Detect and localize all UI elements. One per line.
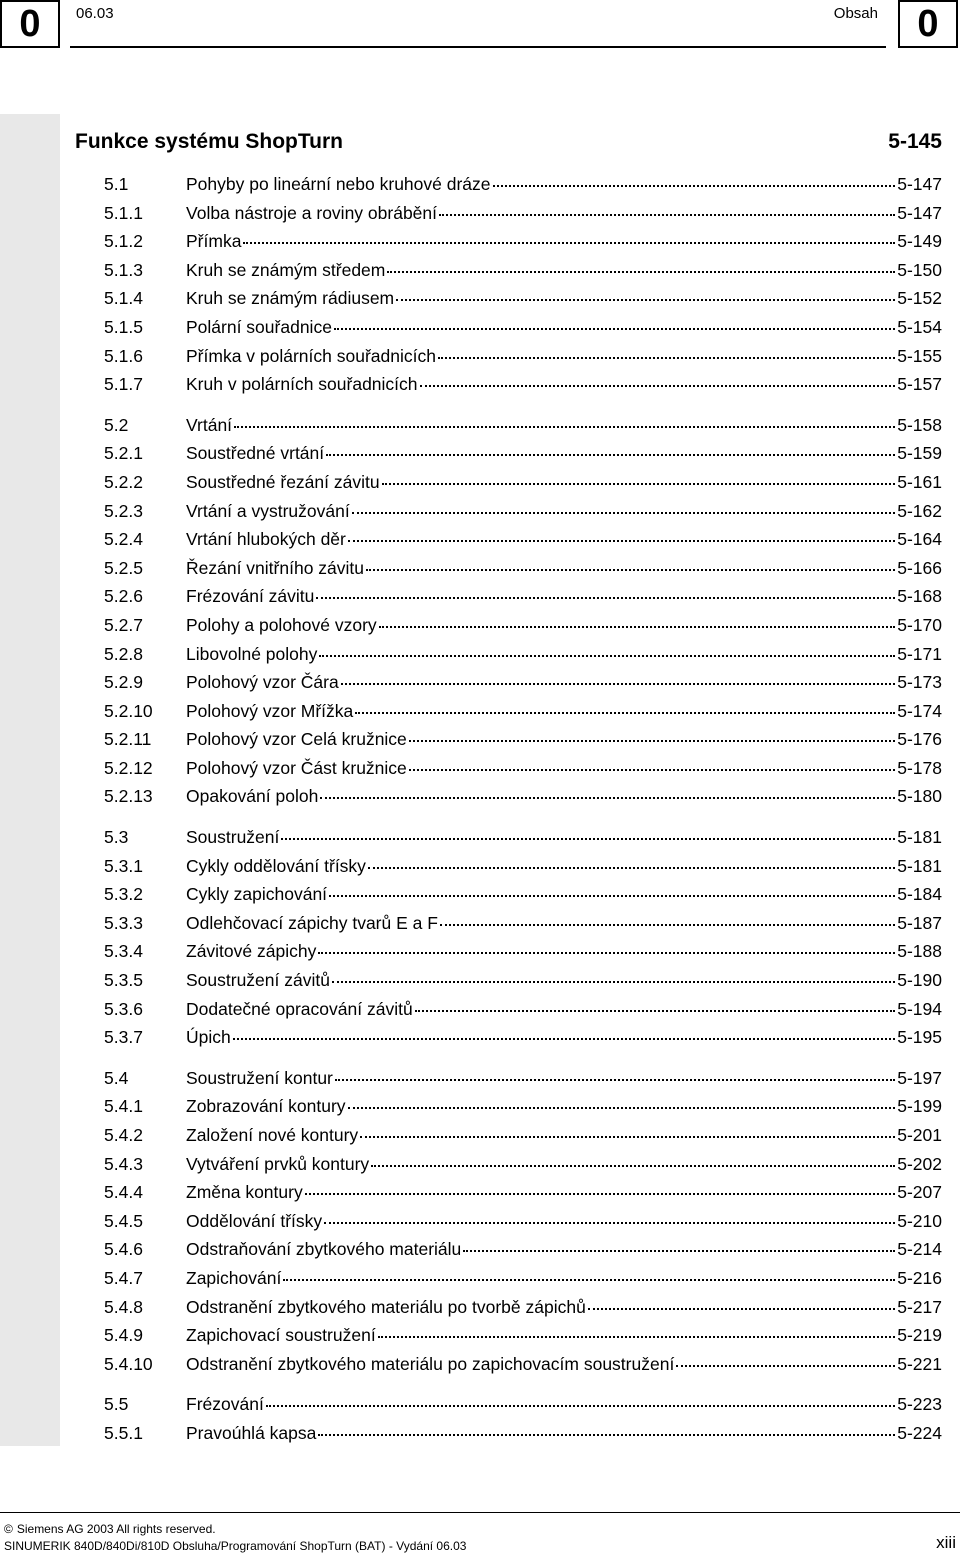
- toc-entry[interactable]: [104, 1092, 942, 1121]
- toc-entry-page: 5-159: [897, 443, 942, 464]
- toc-entry-number: 5.2: [104, 414, 129, 435]
- toc-dot-leader: [415, 1009, 896, 1012]
- toc-entry-title: Cykly oddělování třísky: [186, 855, 366, 876]
- toc-entry[interactable]: [104, 554, 942, 583]
- toc-dot-leader: [438, 356, 895, 359]
- toc-dot-leader: [420, 384, 896, 387]
- toc-entry-title: Polohový vzor Čára: [186, 672, 339, 693]
- toc-dot-leader: [355, 711, 895, 714]
- toc-entry-page: 5-171: [897, 643, 942, 664]
- toc-entry[interactable]: [104, 525, 942, 554]
- toc-entry-page: 5-187: [897, 912, 942, 933]
- toc-entry-title: Pohyby po lineární nebo kruhové dráze: [186, 174, 491, 194]
- toc-entry-number: 5.3.5: [104, 970, 143, 991]
- toc-entry-number: 5.3.6: [104, 998, 143, 1019]
- toc-dot-leader: [320, 796, 895, 799]
- toc-entry-page: 5-188: [897, 941, 942, 962]
- toc-dot-leader: [676, 1364, 895, 1367]
- toc-dot-leader: [326, 453, 895, 456]
- toc-dot-leader: [409, 739, 895, 742]
- toc-dot-leader: [243, 241, 895, 244]
- toc-entry-title: Polohy a polohové vzory: [186, 614, 377, 635]
- toc-entry-page: 5-154: [897, 316, 942, 337]
- toc-entry-title: Opakování poloh: [186, 786, 319, 807]
- footer-copyright: [4, 1522, 216, 1536]
- toc-entry[interactable]: [104, 1178, 942, 1207]
- toc-entry-title: Kruh se známým rádiusem: [186, 288, 395, 309]
- toc-entry-title: Vrtání: [186, 414, 233, 435]
- toc-entry-number: 5.2.1: [104, 443, 143, 464]
- toc-entry-title: Odlehčovací zápichy tvarů E a F: [186, 912, 438, 933]
- toc-entry-page: 5-178: [897, 757, 942, 778]
- toc-entry-number: 5.1.4: [104, 288, 143, 309]
- toc-entry-number: 5.4.4: [104, 1182, 143, 1203]
- chapter-title: Funkce systému ShopTurn: [75, 130, 343, 153]
- toc-entry-title: Úpich: [186, 1027, 231, 1048]
- toc-entry-number: 5.1.5: [104, 316, 143, 337]
- header-section-title: Obsah: [833, 5, 878, 22]
- toc-dot-leader: [439, 213, 895, 216]
- toc-entry[interactable]: [104, 852, 942, 881]
- toc-entry[interactable]: [104, 256, 942, 285]
- header-rule: [70, 46, 886, 48]
- toc-entry-title: Vrtání a vystružování: [186, 500, 350, 521]
- toc-entry-page: 5-223: [897, 1394, 942, 1415]
- toc-dot-leader: [324, 1221, 895, 1224]
- toc-entry-page: 5-184: [897, 884, 942, 905]
- toc-dot-leader: [318, 1433, 895, 1436]
- toc-entry-title: Přímka: [186, 231, 242, 252]
- toc-entry-number: 5.5: [104, 1394, 129, 1415]
- toc-entry-page: 5-201: [897, 1125, 942, 1145]
- toc-entry-title: Frézování: [186, 1394, 264, 1415]
- chapter-marker-left: 0: [0, 0, 60, 48]
- toc-entry-page: 5-147: [897, 202, 942, 223]
- toc-dot-leader: [440, 923, 895, 926]
- toc-dot-leader: [334, 327, 895, 330]
- toc-entry-number: 5.2.6: [104, 586, 143, 607]
- toc-entry[interactable]: [104, 170, 942, 199]
- toc-entry-title: Přímka v polárních souřadnicích: [186, 345, 436, 366]
- toc-entry-title: Cykly zapichování: [186, 884, 328, 905]
- toc-dot-leader: [305, 1192, 896, 1195]
- toc-entry-number: 5.2.13: [104, 786, 153, 807]
- copyright-icon: ©: [4, 1522, 13, 1536]
- toc-dot-leader: [360, 1135, 895, 1138]
- toc-entry-title: Soustředné řezání závitu: [186, 471, 380, 492]
- chapter-marker-right: 0: [898, 0, 958, 48]
- toc-entry-page: 5-197: [897, 1067, 942, 1088]
- toc-entry-title: Odstranění zbytkového materiálu po tvorbě zápichů: [186, 1296, 586, 1317]
- toc-entry-title: Vrtání hlubokých děr: [186, 529, 346, 550]
- toc-entry[interactable]: [104, 1321, 942, 1350]
- toc-entry-title: Odstraňování zbytkového materiálu: [186, 1239, 462, 1260]
- toc-entry-number: 5.2.7: [104, 614, 143, 635]
- toc-entry-title: Polohový vzor Mřížka: [186, 700, 354, 721]
- toc-entry-title: Dodatečné opracování závitů: [186, 998, 413, 1019]
- toc-entry-number: 5.4.8: [104, 1296, 143, 1317]
- header-date: 06.03: [76, 5, 114, 22]
- toc-entry-title: Vytváření prvků kontury: [186, 1153, 370, 1174]
- toc-entry-number: 5.4.3: [104, 1153, 143, 1174]
- toc-entry-page: 5-221: [897, 1353, 942, 1374]
- toc-entry-title: Odstranění zbytkového materiálu po zapichovacím soustružení: [186, 1353, 675, 1374]
- toc-entry-title: Založení nové kontury: [186, 1125, 359, 1145]
- toc-entry[interactable]: [104, 640, 942, 669]
- toc-entry-title: Zapichovací soustružení: [186, 1325, 376, 1346]
- copyright-text: Siemens AG 2003 All rights reserved.: [16, 1522, 216, 1536]
- toc-entry-number: 5.3.3: [104, 912, 143, 933]
- toc-entry-title: Polární souřadnice: [186, 316, 332, 337]
- toc-entry[interactable]: [104, 284, 942, 313]
- toc-entry-title: Soustružení: [186, 827, 280, 848]
- toc-entry-number: 5.3.1: [104, 855, 143, 876]
- toc-entry-page: 5-161: [897, 471, 942, 492]
- toc-entry-number: 5.1.2: [104, 231, 143, 252]
- toc-entry-title: Závitové zápichy: [186, 941, 317, 962]
- toc-entry[interactable]: [104, 497, 942, 526]
- toc-entry-page: 5-170: [897, 614, 942, 635]
- toc-entry-number: 5.1.7: [104, 374, 143, 395]
- toc-entry-title: Pravoúhlá kapsa: [186, 1422, 317, 1443]
- toc-entry-title: Oddělování třísky: [186, 1210, 323, 1231]
- toc-entry-number: 5.2.12: [104, 757, 153, 778]
- toc-dot-leader: [332, 980, 895, 983]
- toc-entry-page: 5-158: [897, 414, 942, 435]
- toc-dot-leader: [493, 184, 896, 187]
- toc-entry-page: 5-180: [897, 786, 942, 807]
- toc-entry-title: Zapichování: [186, 1267, 282, 1288]
- toc-entry[interactable]: [104, 199, 942, 228]
- toc-entry[interactable]: [104, 439, 942, 468]
- toc-entry[interactable]: [104, 1293, 942, 1322]
- toc-entry-number: 5.5.1: [104, 1422, 143, 1443]
- toc-entry[interactable]: [104, 411, 942, 440]
- toc-entry-page: 5-155: [897, 345, 942, 366]
- toc-entry-number: 5.4.5: [104, 1210, 143, 1231]
- toc-entry[interactable]: [104, 782, 942, 811]
- toc-entry-title: Kruh v polárních souřadnicích: [186, 374, 418, 395]
- toc-dot-leader: [348, 539, 895, 542]
- toc-dot-leader: [319, 654, 895, 657]
- toc-dot-leader: [588, 1307, 895, 1310]
- toc-entry-number: 5.2.2: [104, 471, 143, 492]
- toc-dot-leader: [283, 1278, 895, 1281]
- toc-entry-number: 5.2.3: [104, 500, 143, 521]
- toc-entry-number: 5.1.1: [104, 202, 143, 223]
- toc-entry-title: Změna kontury: [186, 1182, 303, 1203]
- toc-entry-page: 5-150: [897, 259, 942, 280]
- side-band: [0, 114, 60, 1446]
- footer-page-number: xiii: [936, 1533, 956, 1552]
- toc-dot-leader: [234, 425, 895, 428]
- toc-entry-number: 5.2.9: [104, 672, 143, 693]
- toc-entry-page: 5-207: [897, 1182, 942, 1203]
- toc-entry[interactable]: [104, 725, 942, 754]
- toc-entry-title: Kruh se známým středem: [186, 259, 386, 280]
- toc-entry[interactable]: [104, 1121, 942, 1150]
- toc-entry-page: 5-199: [897, 1096, 942, 1117]
- toc-dot-leader: [409, 768, 895, 771]
- toc-dot-leader: [281, 837, 895, 840]
- toc-entry[interactable]: [104, 1064, 942, 1093]
- toc-entry-number: 5.2.11: [104, 729, 152, 750]
- toc-entry-page: 5-181: [897, 855, 942, 876]
- toc-entry-title: Zobrazování kontury: [186, 1096, 346, 1117]
- toc-entry[interactable]: [104, 823, 942, 852]
- toc-entry[interactable]: [104, 909, 942, 938]
- toc-entry[interactable]: [104, 995, 942, 1024]
- toc-entry-page: 5-217: [897, 1296, 942, 1317]
- toc-entry[interactable]: [104, 966, 942, 995]
- toc-entry-title: Řezání vnitřního závitu: [186, 557, 365, 578]
- toc-entry-title: Soustředné vrtání: [186, 443, 325, 464]
- toc-dot-leader: [382, 482, 896, 485]
- toc-dot-leader: [348, 1106, 896, 1109]
- toc-dot-leader: [463, 1249, 895, 1252]
- toc-entry-number: 5.4.2: [104, 1125, 143, 1145]
- toc-entry-title: Polohový vzor Část kružnice: [186, 757, 407, 778]
- footer-document-title: SINUMERIK 840D/840Di/810D Obsluha/Programování ShopTurn (BAT) - Vydání 06.03: [4, 1539, 467, 1553]
- toc-dot-leader: [371, 1164, 895, 1167]
- toc-entry[interactable]: [104, 697, 942, 726]
- toc-dot-leader: [378, 1335, 896, 1338]
- toc-entry-page: 5-152: [897, 288, 942, 309]
- chapter-page: 5-145: [888, 130, 942, 153]
- toc-entry-number: 5.2.4: [104, 529, 143, 550]
- toc-entry-title: Soustružení kontur: [186, 1067, 333, 1088]
- toc-entry-page: 5-214: [897, 1239, 942, 1260]
- toc-entry-page: 5-176: [897, 729, 942, 750]
- toc-dot-leader: [233, 1037, 895, 1040]
- toc-entry-page: 5-190: [897, 970, 942, 991]
- toc-entry-number: 5.4.6: [104, 1239, 143, 1260]
- toc-entry[interactable]: [104, 227, 942, 256]
- toc-entry[interactable]: [104, 1023, 942, 1052]
- toc-entry-page: 5-194: [897, 998, 942, 1019]
- toc-entry-number: 5.4.1: [104, 1096, 143, 1117]
- toc-entry[interactable]: [104, 611, 942, 640]
- toc-entry-page: 5-149: [897, 231, 942, 252]
- toc-dot-leader: [387, 270, 895, 273]
- toc-entry-page: 5-166: [897, 557, 942, 578]
- toc-entry-page: 5-173: [897, 672, 942, 693]
- toc-entry-title: Volba nástroje a roviny obrábění: [186, 202, 437, 223]
- toc-dot-leader: [341, 682, 896, 685]
- toc-entry-number: 5.4.9: [104, 1325, 143, 1346]
- table-of-contents: [104, 170, 942, 1448]
- toc-dot-leader: [316, 596, 895, 599]
- toc-entry-page: 5-168: [897, 586, 942, 607]
- toc-entry-page: 5-216: [897, 1267, 942, 1288]
- toc-entry-page: 5-181: [897, 827, 942, 848]
- toc-entry[interactable]: [104, 1150, 942, 1179]
- toc-entry[interactable]: [104, 582, 942, 611]
- toc-entry-page: 5-164: [897, 529, 942, 550]
- footer-rule: [0, 1512, 960, 1513]
- toc-entry[interactable]: [104, 1350, 942, 1379]
- toc-entry-page: 5-162: [897, 500, 942, 521]
- toc-entry[interactable]: [104, 1390, 942, 1419]
- toc-entry-number: 5.2.5: [104, 557, 143, 578]
- toc-entry-page: 5-224: [897, 1422, 942, 1443]
- toc-entry-number: 5.4.10: [104, 1353, 153, 1374]
- toc-entry-page: 5-147: [897, 174, 942, 194]
- toc-dot-leader: [266, 1404, 895, 1407]
- toc-entry[interactable]: [104, 342, 942, 371]
- toc-dot-leader: [318, 951, 895, 954]
- toc-entry-number: 5.3.2: [104, 884, 143, 905]
- toc-entry[interactable]: [104, 313, 942, 342]
- toc-entry-number: 5.4: [104, 1067, 129, 1088]
- toc-entry-title: Polohový vzor Celá kružnice: [186, 729, 407, 750]
- toc-entry[interactable]: [104, 370, 942, 399]
- chapter-heading[interactable]: [75, 128, 942, 156]
- toc-dot-leader: [335, 1078, 895, 1081]
- toc-entry-number: 5.3.7: [104, 1027, 143, 1048]
- toc-entry-number: 5.2.10: [104, 700, 153, 721]
- toc-dot-leader: [368, 866, 895, 869]
- toc-entry[interactable]: [104, 1235, 942, 1264]
- toc-entry[interactable]: [104, 1419, 942, 1448]
- toc-dot-leader: [352, 511, 896, 514]
- toc-entry-page: 5-195: [897, 1027, 942, 1048]
- toc-entry-number: 5.1.6: [104, 345, 143, 366]
- toc-entry-number: 5.1.3: [104, 259, 143, 280]
- toc-entry[interactable]: [104, 468, 942, 497]
- toc-dot-leader: [396, 298, 895, 301]
- toc-entry-number: 5.4.7: [104, 1267, 143, 1288]
- toc-entry-page: 5-210: [897, 1210, 942, 1231]
- toc-dot-leader: [366, 568, 895, 571]
- toc-entry-page: 5-174: [897, 700, 942, 721]
- toc-entry[interactable]: [104, 1207, 942, 1236]
- toc-entry-number: 5.3: [104, 827, 129, 848]
- toc-entry-title: Frézování závitu: [186, 586, 315, 607]
- toc-entry-page: 5-219: [897, 1325, 942, 1346]
- toc-entry[interactable]: [104, 880, 942, 909]
- toc-entry-page: 5-202: [897, 1153, 942, 1174]
- toc-dot-leader: [329, 894, 895, 897]
- toc-entry[interactable]: [104, 668, 942, 697]
- toc-dot-leader: [379, 625, 896, 628]
- toc-entry[interactable]: [104, 1264, 942, 1293]
- toc-entry-title: Soustružení závitů: [186, 970, 330, 991]
- toc-entry-page: 5-157: [897, 374, 942, 395]
- toc-entry[interactable]: [104, 754, 942, 783]
- toc-entry-title: Libovolné polohy: [186, 643, 318, 664]
- toc-entry-number: 5.1: [104, 174, 129, 194]
- toc-entry-number: 5.2.8: [104, 643, 143, 664]
- toc-entry[interactable]: [104, 937, 942, 966]
- toc-entry-number: 5.3.4: [104, 941, 143, 962]
